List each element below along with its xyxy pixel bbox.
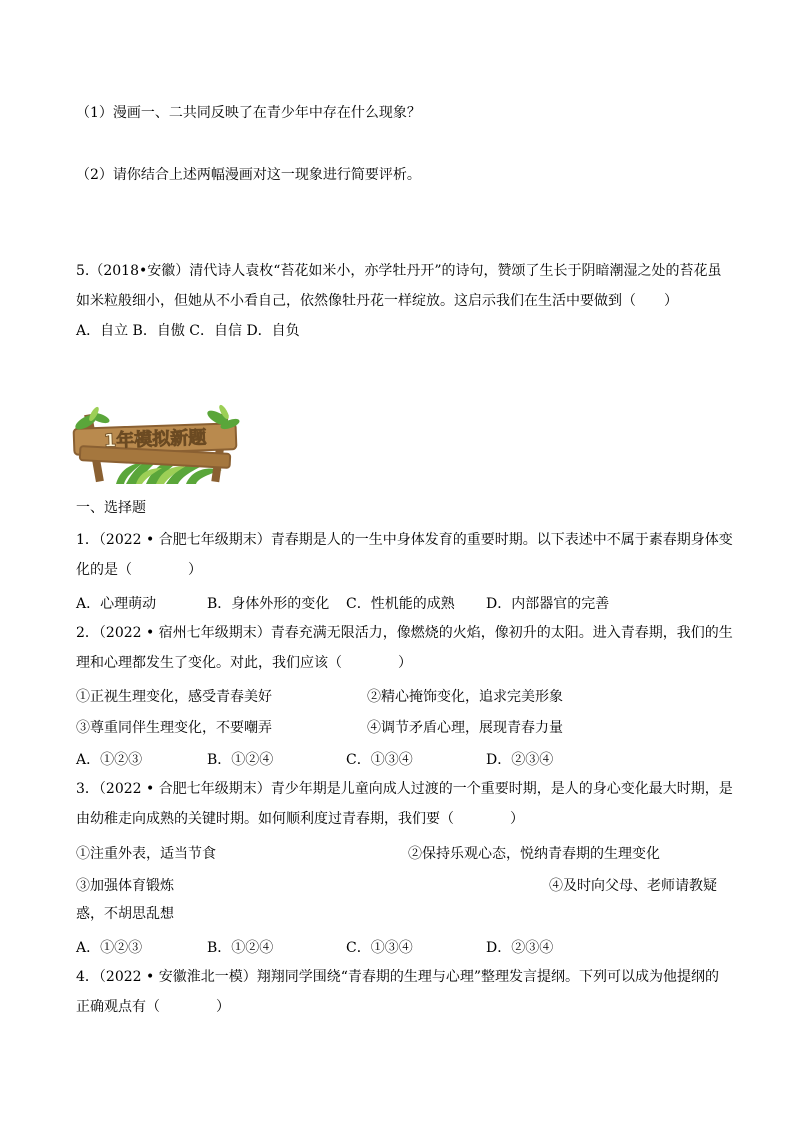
- q4-stem-line2: 正确观点有（ ）: [76, 999, 230, 1015]
- q2-option-d: D．②③④: [486, 752, 554, 768]
- section-title: 一、选择题: [76, 500, 146, 516]
- q2-item-4: ④调节矛盾心理，展现青春力量: [367, 720, 563, 736]
- q1-stem-line1: 1．（2022 • 合肥七年级期末）青春期是人的一生中身体发育的重要时期。以下表述中不属于素春期身体变: [76, 532, 733, 548]
- sub-question-2: （2）请你结合上述两幅漫画对这一现象进行简要评析。: [76, 167, 421, 183]
- q3-stem-line2: 由幼稚走向成熟的关键时期。如何顺利度过青春期，我们要（ ）: [76, 811, 524, 827]
- sub-question-1: （1）漫画一、二共同反映了在青少年中存在什么现象？: [76, 105, 421, 121]
- q5-stem-line1: 5.（2018•安徽）清代诗人袁枚“苔花如米小，亦学牡丹开”的诗句，赞颂了生长于阴暗潮湿之处的苔花虽: [76, 263, 722, 279]
- wooden-sign-icon: [66, 404, 244, 486]
- q2-option-a: A．①②③: [76, 752, 143, 768]
- q3-option-d: D．②③④: [486, 940, 554, 956]
- q3-option-a: A．①②③: [76, 940, 143, 956]
- q2-stem-line1: 2．（2022 • 宿州七年级期末）青春充满无限活力，像燃烧的火焰，像初升的太阳。进入青春期，我们的生: [76, 625, 733, 641]
- q2-option-b: B．①②④: [207, 752, 274, 768]
- q3-stem-line1: 3．（2022 • 合肥七年级期末）青少年期是儿童向成人过渡的一个重要时期，是人的身心变化最大时期，是: [76, 781, 733, 797]
- q1-option-d: D．内部器官的完善: [486, 596, 610, 612]
- q2-item-3: ③尊重同伴生理变化，不要嘲弄: [76, 720, 272, 736]
- q1-option-a: A．心理萌动: [76, 596, 157, 612]
- q2-item-1: ①正视生理变化，感受青春美好: [76, 689, 272, 705]
- q3-item-4: ④及时向父母、老师请教疑: [549, 878, 717, 894]
- q4-stem-line1: 4．（2022 • 安徽淮北一模）翔翔同学围绕“青春期的生理与心理”整理发言提纲。下列可以成为他提纲的: [76, 969, 720, 985]
- q2-option-c: C．①③④: [346, 752, 413, 768]
- q1-stem-line2: 化的是（ ）: [76, 562, 202, 578]
- q2-item-2: ②精心掩饰变化，追求完美形象: [367, 689, 563, 705]
- svg-text:1年模拟新题: 1年模拟新题: [103, 427, 207, 452]
- q1-option-c: C．性机能的成熟: [346, 596, 455, 612]
- q5-stem-line2: 如米粒般细小，但她从不小看自己，依然像牡丹花一样绽放。这启示我们在生活中要做到（ ）: [76, 293, 678, 309]
- q1-option-b: B．身体外形的变化: [207, 596, 330, 612]
- q3-option-b: B．①②④: [207, 940, 274, 956]
- q3-item-1: ①注重外表，适当节食: [76, 846, 216, 862]
- q3-option-c: C．①③④: [346, 940, 413, 956]
- q3-item-3: ③加强体育锻炼: [76, 878, 174, 894]
- q5-options: A．自立 B．自傲 C．自信 D．自负: [76, 323, 300, 339]
- q3-item-2: ②保持乐观心态，悦纳青春期的生理变化: [408, 846, 660, 862]
- q2-stem-line2: 理和心理都发生了变化。对此，我们应该（ ）: [76, 655, 412, 671]
- section-banner: [66, 404, 244, 486]
- q3-item-4-continued: 惑，不胡思乱想: [76, 906, 174, 922]
